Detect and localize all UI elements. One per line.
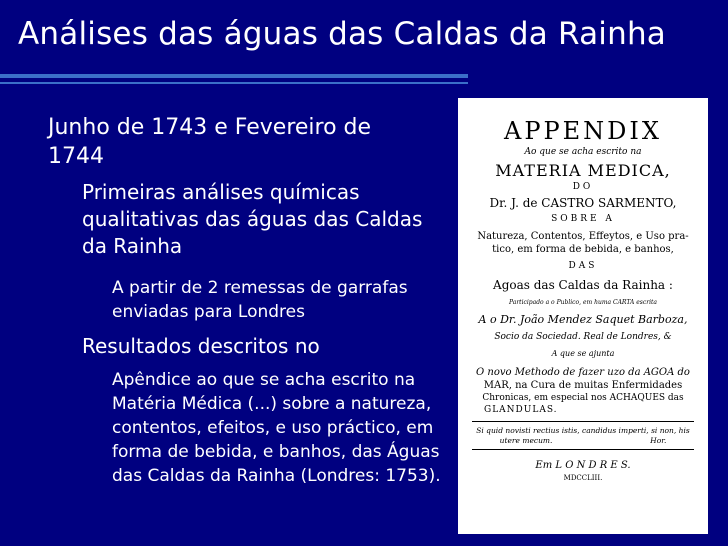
doc-line: MAR, na Cura de muitas Enfermidades [483, 380, 683, 391]
doc-rule [472, 421, 694, 422]
doc-line: DAS [568, 261, 598, 271]
title-underline-thin [0, 82, 468, 84]
doc-line: Socio da Sociedad. Real de Londres, & [494, 332, 672, 342]
doc-waters-title: Agoas das Caldas da Rainha : [493, 278, 673, 292]
doc-line: O novo Methodo de fazer uzo da AGOA do [476, 367, 690, 378]
bullet-date: Junho de 1743 e Fevereiro de 1744 [48, 115, 372, 169]
doc-appendix-heading: APPENDIX [504, 117, 662, 145]
title-underline [0, 74, 468, 78]
doc-line: Chronicas, em especial nos ACHAQUES das [482, 393, 684, 403]
doc-line: A o Dr. João Mendez Saquet Barboza, [478, 313, 688, 326]
doc-line: DO [572, 182, 594, 192]
doc-author: Dr. J. de CASTRO SARMENTO, [489, 196, 677, 210]
bullet-results: Resultados descritos no [82, 334, 320, 358]
slide-title: Análises das águas das Caldas da Rainha [18, 16, 667, 52]
doc-line: A que se ajunta [551, 349, 615, 358]
bullet-appendix-reference: Apêndice ao que se acha escrito na Matéria Médica (...) sobre a natureza, contentos, efeitos, e uso práctico, em forma de bebida, e banhos, das Águas das Caldas da Rainha (Londres: 1753). [112, 370, 441, 486]
doc-line: Participado a o Publico, em huma CARTA escrita [508, 299, 658, 306]
doc-line: tico, em forma de bebida, e banhos, [492, 244, 674, 255]
doc-imprint: Em L O N D R E S. [535, 460, 631, 471]
bullet-first-analyses: Primeiras análises químicas qualitativas das águas das Caldas da Rainha [82, 180, 423, 258]
doc-line: SOBRE A [551, 214, 615, 224]
doc-line: GLANDULAS. [484, 405, 558, 415]
bullet-bottle-shipments: A partir de 2 remessas de garrafas enviadas para Londres [112, 278, 408, 322]
doc-epigraph: Si quid novisti rectius istis, candidus imperti, si non, his [476, 426, 690, 435]
doc-line: Ao que se acha escrito na [524, 147, 642, 157]
appendix-title-page-image [458, 98, 708, 534]
doc-year: MDCCLIII. [563, 474, 603, 482]
doc-line: Natureza, Contentos, Effeytos, e Uso pra- [477, 231, 689, 242]
doc-materia-medica: MATERIA MEDICA, [495, 161, 671, 180]
doc-epigraph: utere mecum. Hor. [499, 435, 667, 445]
doc-rule [472, 449, 694, 450]
